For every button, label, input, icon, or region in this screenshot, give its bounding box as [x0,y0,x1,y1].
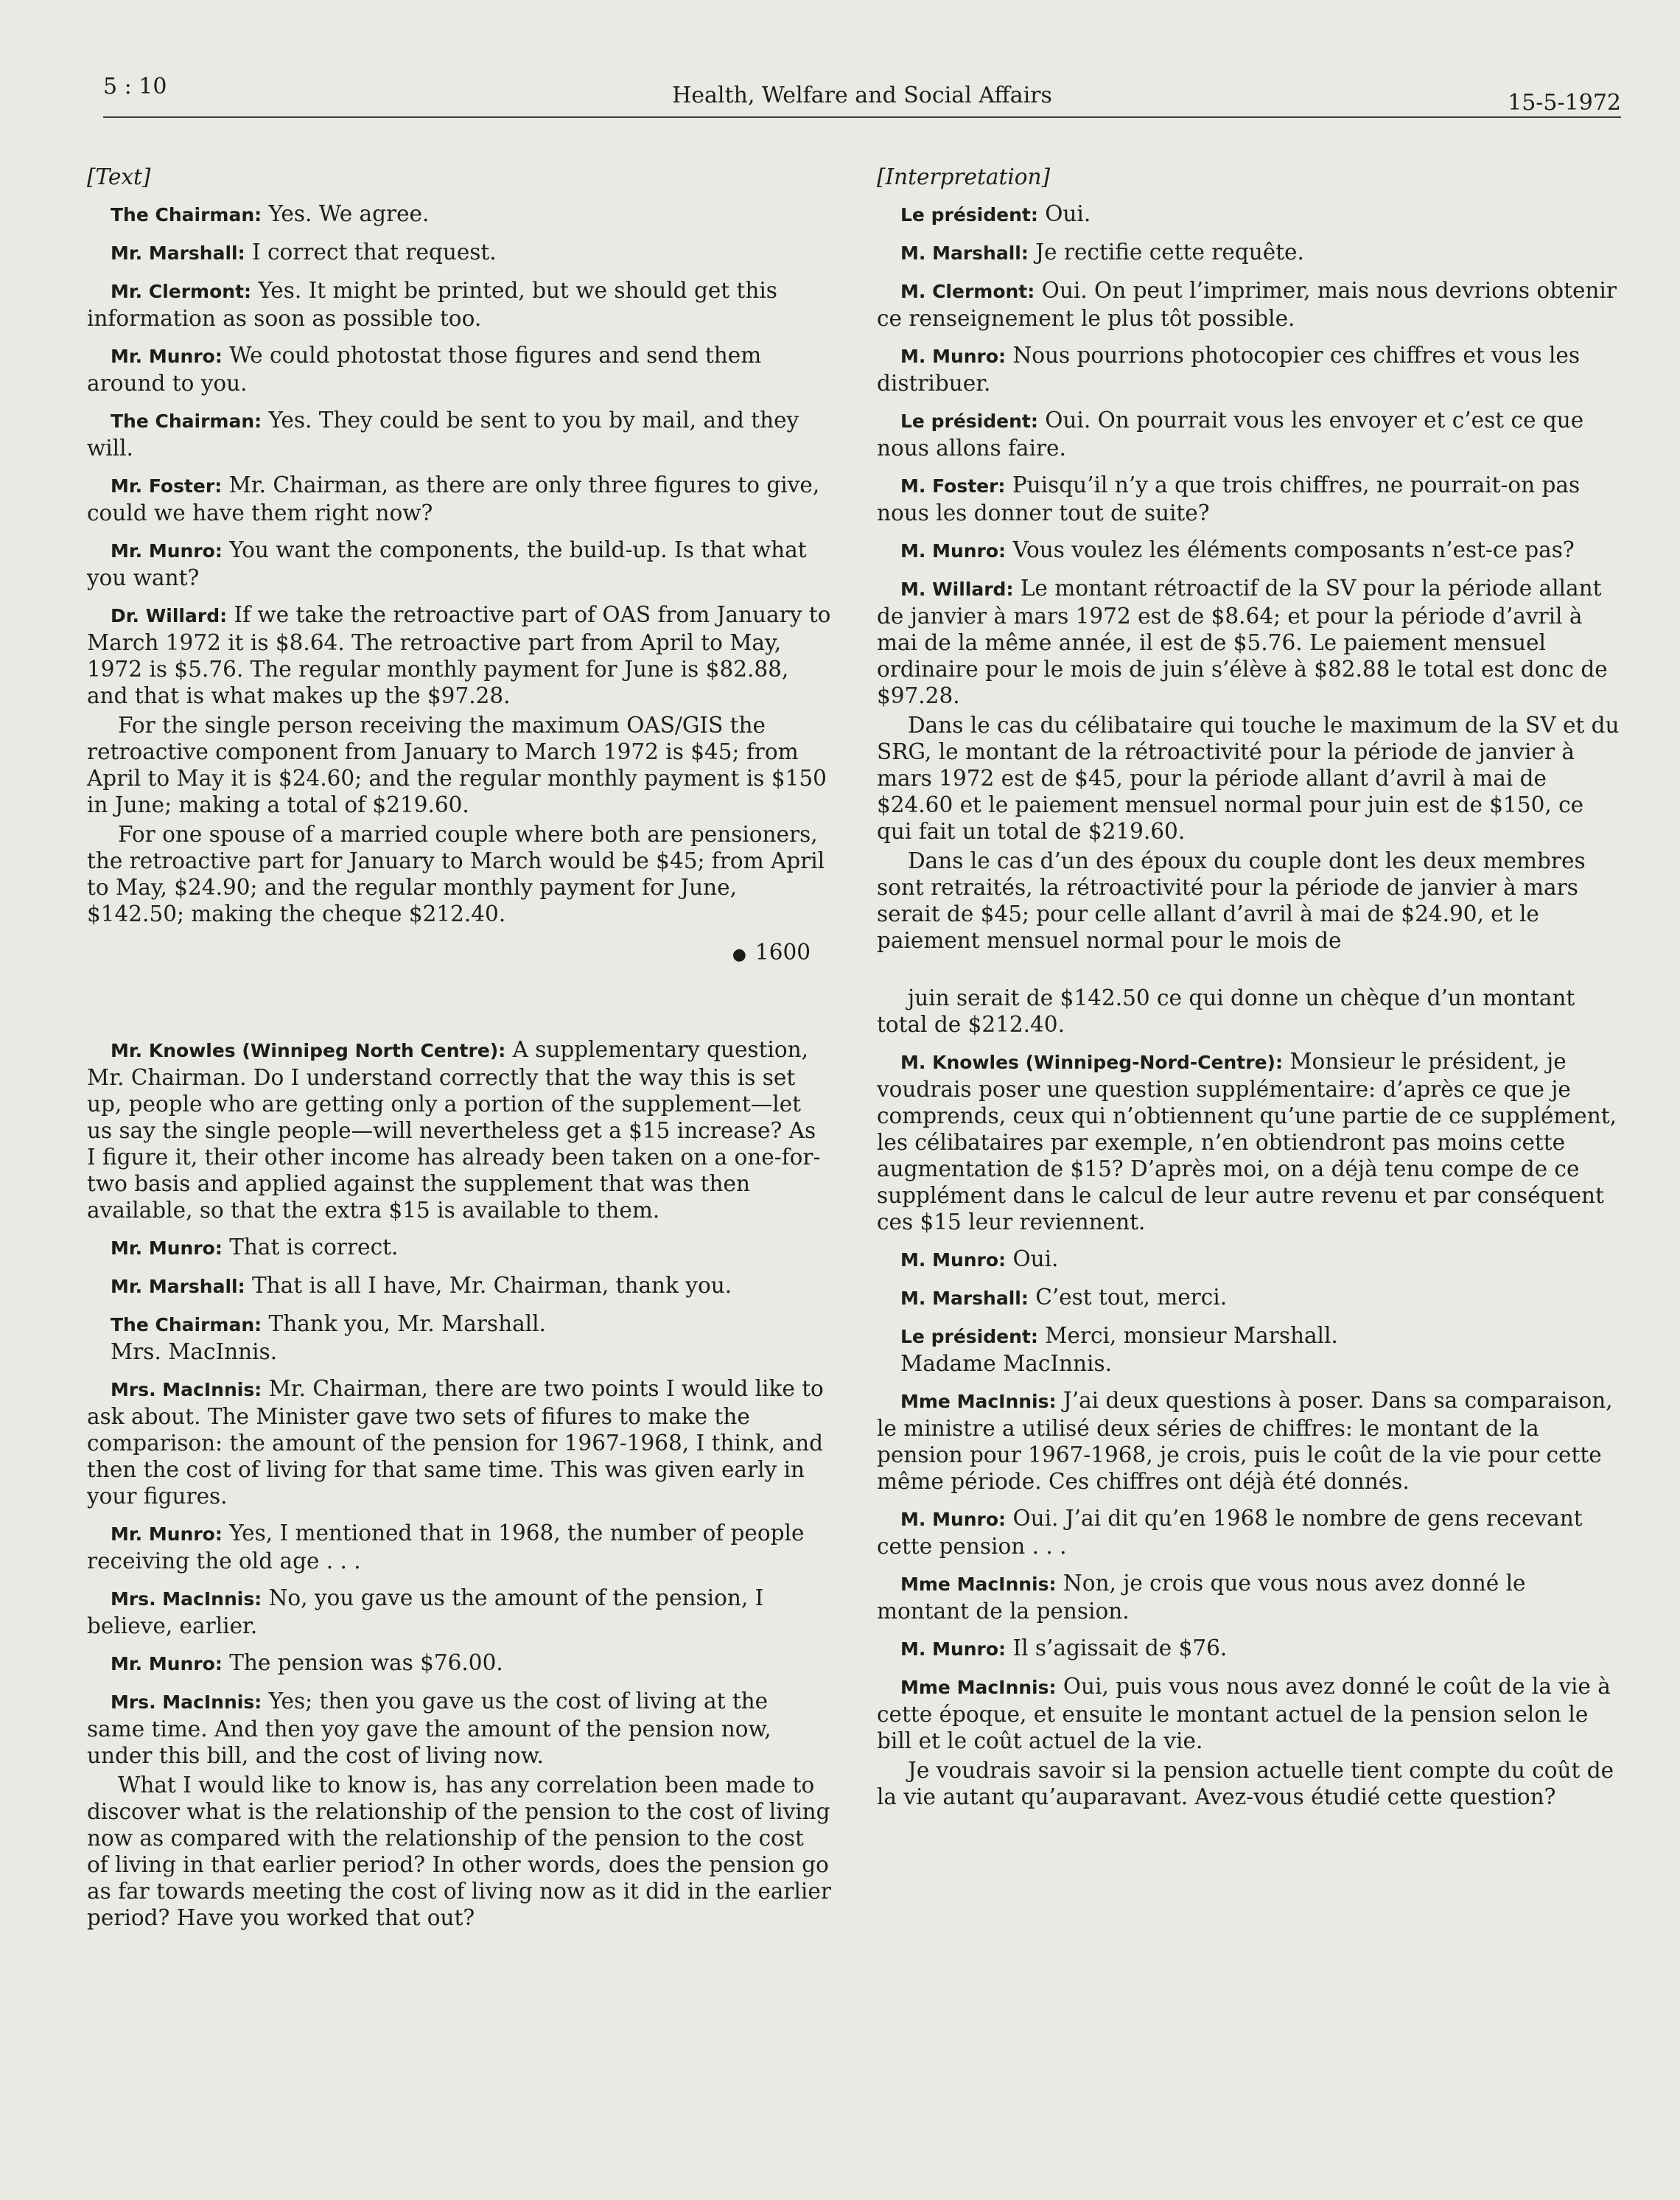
speech-text: Vous voulez les éléments composants n’est-ce pas? [1006,537,1575,562]
paragraph [877,1048,1621,1235]
speaker-name: M. Marshall: [900,1288,1029,1309]
speech-text: Yes; then you gave us the cost of living at the same time. And then yoy gave the amount of the pension now, under this bill, and the cost of living now. [87,1689,771,1768]
paragraph [877,1570,1621,1624]
french-column [877,164,1621,1820]
french-transcript-part-2 [877,985,1621,1810]
paragraph [877,1757,1621,1810]
speech-text: Yes. It might be printed, but we should get this information as soon as possible too. [87,278,777,331]
speaker-name: M. Munro: [900,1249,1007,1271]
speaker-name: M. Willard: [900,579,1014,600]
speech-text: Dans le cas d’un des époux du couple dont les deux membres sont retraités, la rétroactivité pour la période de janvier à mars serait de $45; pour celle allant d’avril à mai de $24.90, et le paiement mensuel normal pour le mois de [877,848,1586,953]
speech-text: Dans le cas du célibataire qui touche le maximum de la SV et du SRG, le montant de la rétroactivité pour la période de janvier à mars 1972 est de $45, pour la période allant d’avril à mai de $24.60 et le paiement mensuel normal pour juin est de $150, ce qui fait un total de $219.60. [877,713,1620,844]
speaker-name: Mr. Knowles (Winnipeg North Centre): [111,1040,506,1061]
paragraph [877,239,1621,267]
paragraph [877,712,1621,845]
paragraph [87,472,831,526]
speech-text: Thank you, Mr. Marshall. [262,1311,546,1336]
paragraph [877,575,1621,709]
paragraph [87,1234,831,1262]
paragraph [877,537,1621,565]
paragraph [87,821,831,927]
paragraph [87,1375,831,1509]
speech-text: Oui. J’ai dit qu’en 1968 le nombre de gens recevant cette pension . . . [877,1506,1583,1559]
speech-text: A supplementary question, Mr. Chairman. Do I understand correctly that the way this is set up, people who are getting only a portion of the supplement—let us say the single people—will nevertheless get a $15 increase? As I figure it, their other income has already been taken on a one-for-two basis and applied against the supplement that was then available, so that the extra $15 is available to them. [87,1037,821,1223]
speech-text: Monsieur le président, je voudrais poser une question supplémentaire: d’après ce que je comprends, ceux qui n’obtiennent qu’une partie de ce supplément, les célibataires par exemple, n’en obtiendront pas moins cette augmentation de $15? D’après moi, on a déjà tenu compe de ce supplément dans le calcul de leur autre revenu et par conséquent ces $15 leur reviennent. [877,1049,1617,1235]
language-label: [Text] [87,164,151,189]
speaker-name: Mr. Munro: [111,540,223,562]
speech-text: Non, je crois que vous nous avez donné le montant de la pension. [877,1571,1526,1624]
speech-text: Oui. On pourrait vous les envoyer et c’est ce que nous allons faire. [877,408,1584,461]
speech-text: Oui. [1006,1246,1059,1271]
speech-text: You want the components, the build-up. Is that what you want? [87,537,807,590]
speaker-name: Mr. Marshall: [111,242,245,264]
english-transcript-part-1 [87,200,831,927]
speech-text: Mrs. MacInnis. [111,1339,278,1364]
paragraph [877,472,1621,526]
speech-text: Yes, I mentioned that in 1968, the number of people receiving the old age . . . [87,1520,805,1574]
speaker-name: M. Knowles (Winnipeg-Nord-Centre): [900,1052,1283,1073]
speech-text: Yes. We agree. [262,201,430,226]
speaker-name: Mr. Marshall: [111,1276,245,1297]
speech-text: Oui. [1037,201,1091,226]
speaker-name: Mrs. MacInnis: [111,1379,262,1400]
speaker-name: M. Foster: [900,475,1006,497]
speaker-name: M. Munro: [900,346,1007,367]
page-header [103,72,1621,118]
paragraph [87,712,831,818]
paragraph [877,1387,1621,1495]
time-marker [87,939,811,968]
speaker-name: Mr. Munro: [111,346,223,367]
paragraph [877,1635,1621,1663]
speaker-name: Mme MacInnis: [900,1391,1057,1412]
speech-text: Le montant rétroactif de la SV pour la période allant de janvier à mars 1972 est de $8.64; et pour la période d’avril à mai de la même année, il est de $5.76. Le paiement mensuel ordinaire pour le mois de juin s’élève à $82.88 le total est donc de $97.28. [877,576,1608,708]
speech-text: Madame MacInnis. [900,1351,1112,1376]
paragraph [87,239,831,267]
speech-text: Il s’agissait de $76. [1006,1635,1228,1661]
paragraph [877,985,1621,1038]
speech-text: Merci, monsieur Marshall. [1037,1323,1338,1348]
speaker-name: Mr. Clermont: [111,281,252,302]
language-label: [Interpretation] [877,164,1051,189]
speech-text: Oui, puis vous nous avez donné le coût de la vie à cette époque, et ensuite le montant actuel de la pension selon le bill et le coût actuel de la vie. [877,1674,1611,1753]
paragraph [877,1673,1621,1754]
paragraph [877,1284,1621,1312]
paragraph [87,1272,831,1300]
paragraph [877,1246,1621,1274]
paragraph [87,1772,831,1931]
paragraph [87,277,831,332]
speech-text: I correct that request. [245,240,497,265]
speaker-name: M. Munro: [900,1638,1007,1660]
speaker-name: Mrs. MacInnis: [111,1588,262,1610]
speaker-name: Mr. Munro: [111,1653,223,1675]
speech-text: That is correct. [222,1235,399,1260]
speaker-name: Mr. Munro: [111,1523,223,1545]
speaker-name: Mr. Munro: [111,1237,223,1259]
speech-text: Oui. On peut l’imprimer, mais nous devrions obtenir ce renseignement le plus tôt possible. [877,278,1617,331]
bullet-icon: ● [732,946,746,964]
paragraph [877,848,1621,954]
speech-text: Puisqu’il n’y a que trois chiffres, ne pourrait-on pas nous les donner tout de suite? [877,472,1581,525]
speaker-name: The Chairman: [111,411,262,432]
speaker-name: Le président: [900,411,1038,432]
speech-text: juin serait de $142.50 ce qui donne un chèque d’un montant total de $212.40. [877,985,1575,1037]
paragraph [87,342,831,397]
paragraph [87,1649,831,1677]
speech-text: The pension was $76.00. [222,1650,503,1675]
speaker-name: M. Munro: [900,540,1007,562]
speaker-name: The Chairman: [111,1314,262,1335]
time-marker-label: 1600 [755,940,811,965]
paragraph [87,601,831,709]
paragraph [87,1520,831,1574]
page-number: 5 : 10 [103,74,167,99]
english-transcript-part-2 [87,1036,831,1931]
paragraph [87,200,831,228]
paragraph [87,1688,831,1769]
speaker-name: Mme MacInnis: [900,1677,1057,1698]
speech-text: J’ai deux questions à poser. Dans sa comparaison, le ministre a utilisé deux séries de chiffres: le montant de la pension pour 1967-1968, je crois, puis le coût de la vie pour cette même période. Ces chiffres ont déjà été donnés. [877,1388,1613,1494]
speech-text: Je voudrais savoir si la pension actuelle tient compte du coût de la vie autant qu’auparavant. Avez-vous étudié cette question? [877,1758,1614,1809]
speech-text: For the single person receiving the maximum OAS/GIS the retroactive component from January to March 1972 is $45; from April to May it is $24.60; and the regular monthly payment is $150 in June; making a total of $219.60. [87,713,827,817]
page-date: 15-5-1972 [1508,90,1621,116]
paragraph [877,200,1621,228]
speaker-name: M. Munro: [900,1509,1007,1530]
speaker-name: Mr. Foster: [111,475,223,497]
speaker-name: Le président: [900,204,1038,226]
paragraph [877,1505,1621,1560]
speech-text: That is all I have, Mr. Chairman, thank you. [245,1273,732,1298]
french-transcript-part-1 [877,200,1621,954]
speech-text: For one spouse of a married couple where both are pensioners, the retroactive part for January to March would be $45; from April to May, $24.90; and the regular monthly payment for June, $142.50; making the cheque $212.40. [87,822,825,926]
paragraph [87,1310,831,1365]
paragraph [87,537,831,591]
paragraph [87,1585,831,1639]
speech-text: If we take the retroactive part of OAS from January to March 1972 it is $8.64. The retroactive part from April to May, 1972 is $5.76. The regular monthly payment for June is $82.88, and that is what makes up the $97.28. [87,602,831,708]
publication-title: Health, Welfare and Social Affairs [672,83,1052,108]
speaker-name: Dr. Willard: [111,605,228,626]
speech-text: What I would like to know is, has any correlation been made to discover what is the relationship of the pension to the cost of living now as compared with the relationship of the pension to the cost of living in that earlier period? In other words, does the pension go as far towards meeting the cost of living now as it did in the earlier period? Have you worked that out? [87,1773,831,1930]
speaker-name: Mme MacInnis: [900,1574,1057,1595]
speaker-name: M. Marshall: [900,242,1029,264]
speech-text: Je rectifie cette requête. [1028,240,1304,265]
speaker-name: The Chairman: [111,204,262,226]
speech-text: Nous pourrions photocopier ces chiffres et vous les distribuer. [877,343,1581,396]
speech-text: C’est tout, merci. [1028,1285,1228,1310]
speech-text: We could photostat those figures and send them around to you. [87,343,762,396]
speaker-name: M. Clermont: [900,281,1035,302]
paragraph [877,407,1621,461]
paragraph [87,1036,831,1223]
paragraph [877,1322,1621,1377]
column-gap [87,968,831,1036]
paragraph [877,342,1621,397]
speech-text: No, you gave us the amount of the pension, I believe, earlier. [87,1585,764,1638]
speech-text: Mr. Chairman, there are two points I would like to ask about. The Minister gave two sets of fifures to make the comparison: the amount of the pension for 1967-1968, I think, and then the cost of living for that same time. This was given early in your figures. [87,1376,824,1509]
speech-text: Mr. Chairman, as there are only three figures to give, could we have them right now? [87,472,820,525]
speaker-name: Mrs. MacInnis: [111,1691,262,1713]
speaker-name: Le président: [900,1326,1038,1347]
english-column [87,164,831,1941]
paragraph [87,407,831,461]
paragraph [877,277,1621,332]
speech-text: Yes. They could be sent to you by mail, and they will. [87,408,799,461]
